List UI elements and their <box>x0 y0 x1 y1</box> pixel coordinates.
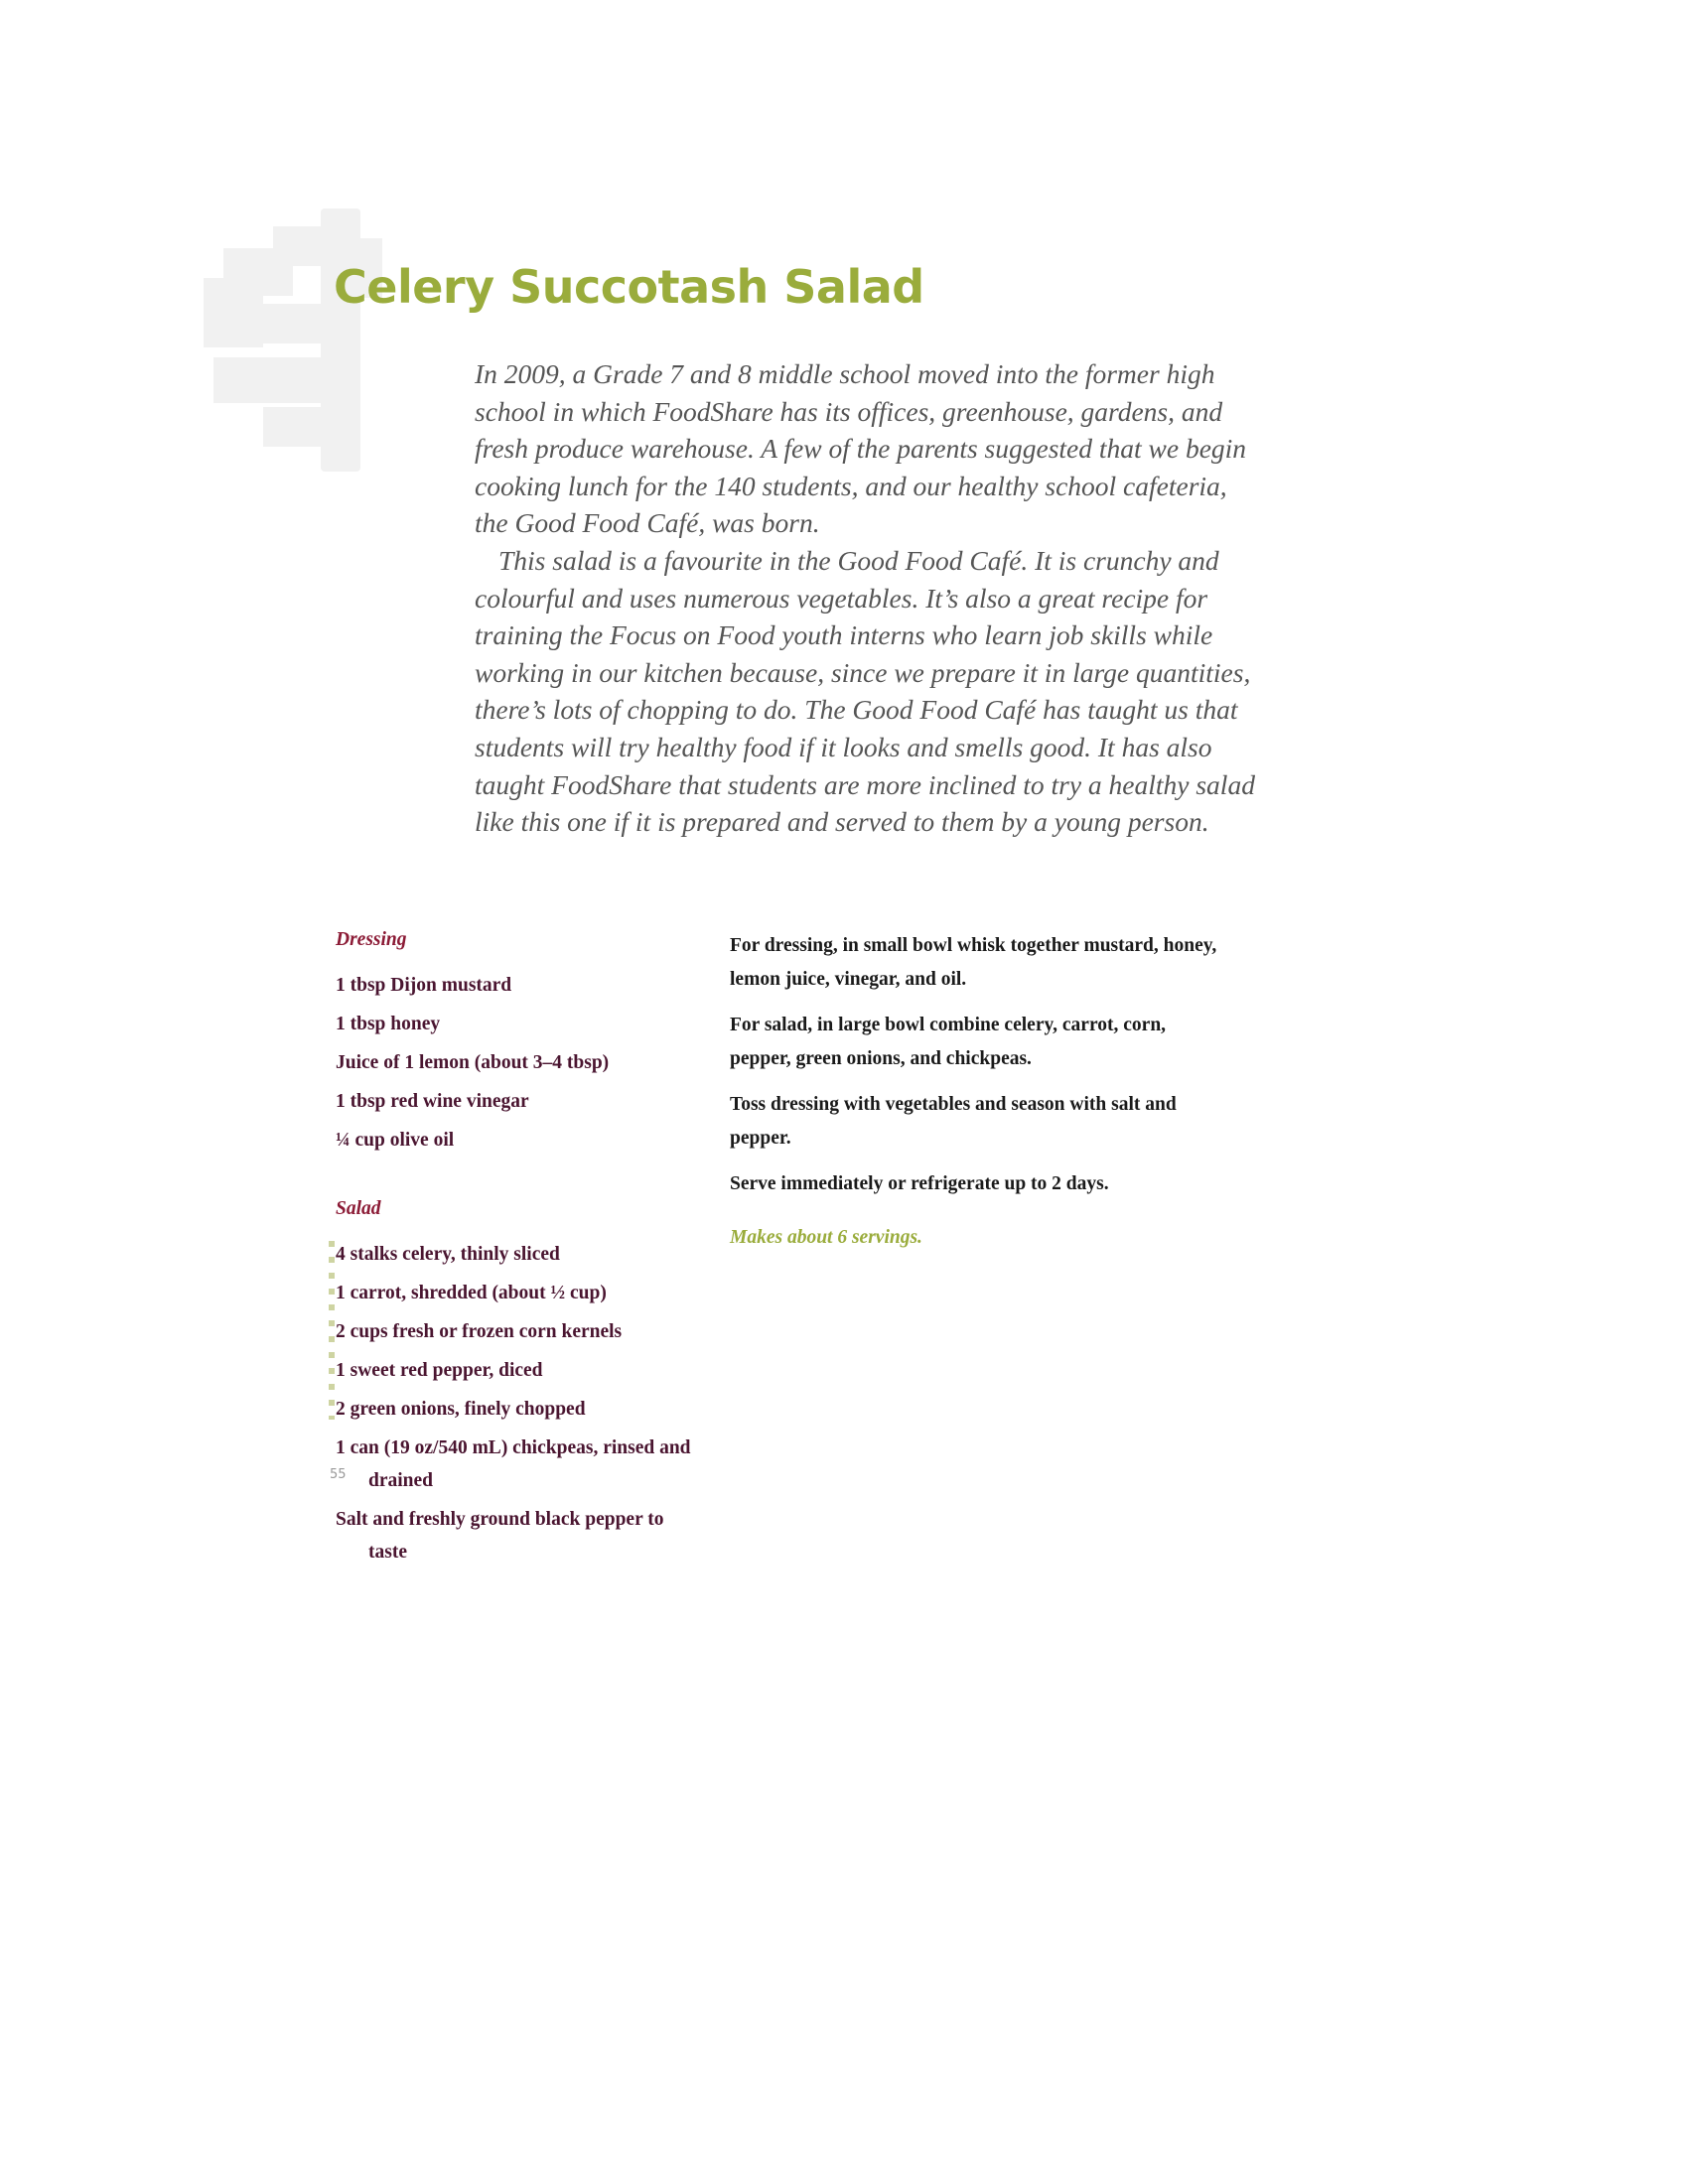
ingredient-item: 2 green onions, finely chopped <box>336 1399 586 1420</box>
dressing-heading: Dressing <box>336 929 407 950</box>
ingredient-item: 1 tbsp honey <box>336 1014 441 1034</box>
ingredient-item: 1 sweet red pepper, diced <box>336 1360 543 1381</box>
recipe-intro <box>475 355 1259 841</box>
side-ribbon-decoration <box>329 1241 335 1420</box>
ingredient-item: 1 can (19 oz/540 mL) chickpeas, rinsed and drained <box>336 1437 691 1491</box>
ingredients-column <box>336 929 703 1574</box>
salad-heading: Salad <box>336 1198 381 1219</box>
recipe-title: Celery Succotash Salad <box>334 260 924 314</box>
ingredient-item: 4 stalks celery, thinly sliced <box>336 1244 560 1265</box>
ingredient-item: 1 carrot, shredded (about ½ cup) <box>336 1283 607 1303</box>
leaf-watermark-icon <box>204 208 382 472</box>
intro-paragraph: This salad is a favourite in the Good Food Café. It is crunchy and colourful and uses numerous vegetables. It’s also a great recipe for training the Focus on Food youth interns who learn job skills while working in our kitchen because, since we prepare it in large quantities, there’s lots of chopping to do. The Good Food Café has taught us that students will try healthy food if it looks and smells good. It has also taught FoodShare that students are more inclined to try a healthy salad like this one if it is prepared and served to them by a young person. <box>475 544 1255 838</box>
method-column <box>730 929 1226 1267</box>
method-step: For dressing, in small bowl whisk together mustard, honey, lemon juice, vinegar, and oil. <box>730 935 1217 990</box>
page-number: 55 <box>330 1467 347 1482</box>
ingredient-item: 2 cups fresh or frozen corn kernels <box>336 1321 623 1342</box>
method-step: Serve immediately or refrigerate up to 2 days. <box>730 1173 1109 1194</box>
dressing-ingredient-list <box>336 969 703 1157</box>
ingredient-item: ¼ cup olive oil <box>336 1130 455 1151</box>
servings-note: Makes about 6 servings. <box>730 1227 922 1248</box>
ingredient-item: Salt and freshly ground black pepper to taste <box>336 1509 664 1563</box>
ingredient-item: 1 tbsp Dijon mustard <box>336 975 512 996</box>
intro-paragraph: In 2009, a Grade 7 and 8 middle school moved into the former high school in which FoodShare has its offices, greenhouse, gardens, and fresh produce warehouse. A few of the parents suggested that we begin cooking lunch for the 140 students, and our healthy school cafeteria, the Good Food Café, was born. <box>475 358 1247 539</box>
salad-ingredient-list <box>336 1238 703 1569</box>
method-step: Toss dressing with vegetables and season with salt and pepper. <box>730 1094 1177 1149</box>
ingredient-item: 1 tbsp red wine vinegar <box>336 1091 529 1112</box>
method-step: For salad, in large bowl combine celery, carrot, corn, pepper, green onions, and chickpeas. <box>730 1015 1167 1069</box>
ingredient-item: Juice of 1 lemon (about 3–4 tbsp) <box>336 1052 610 1073</box>
